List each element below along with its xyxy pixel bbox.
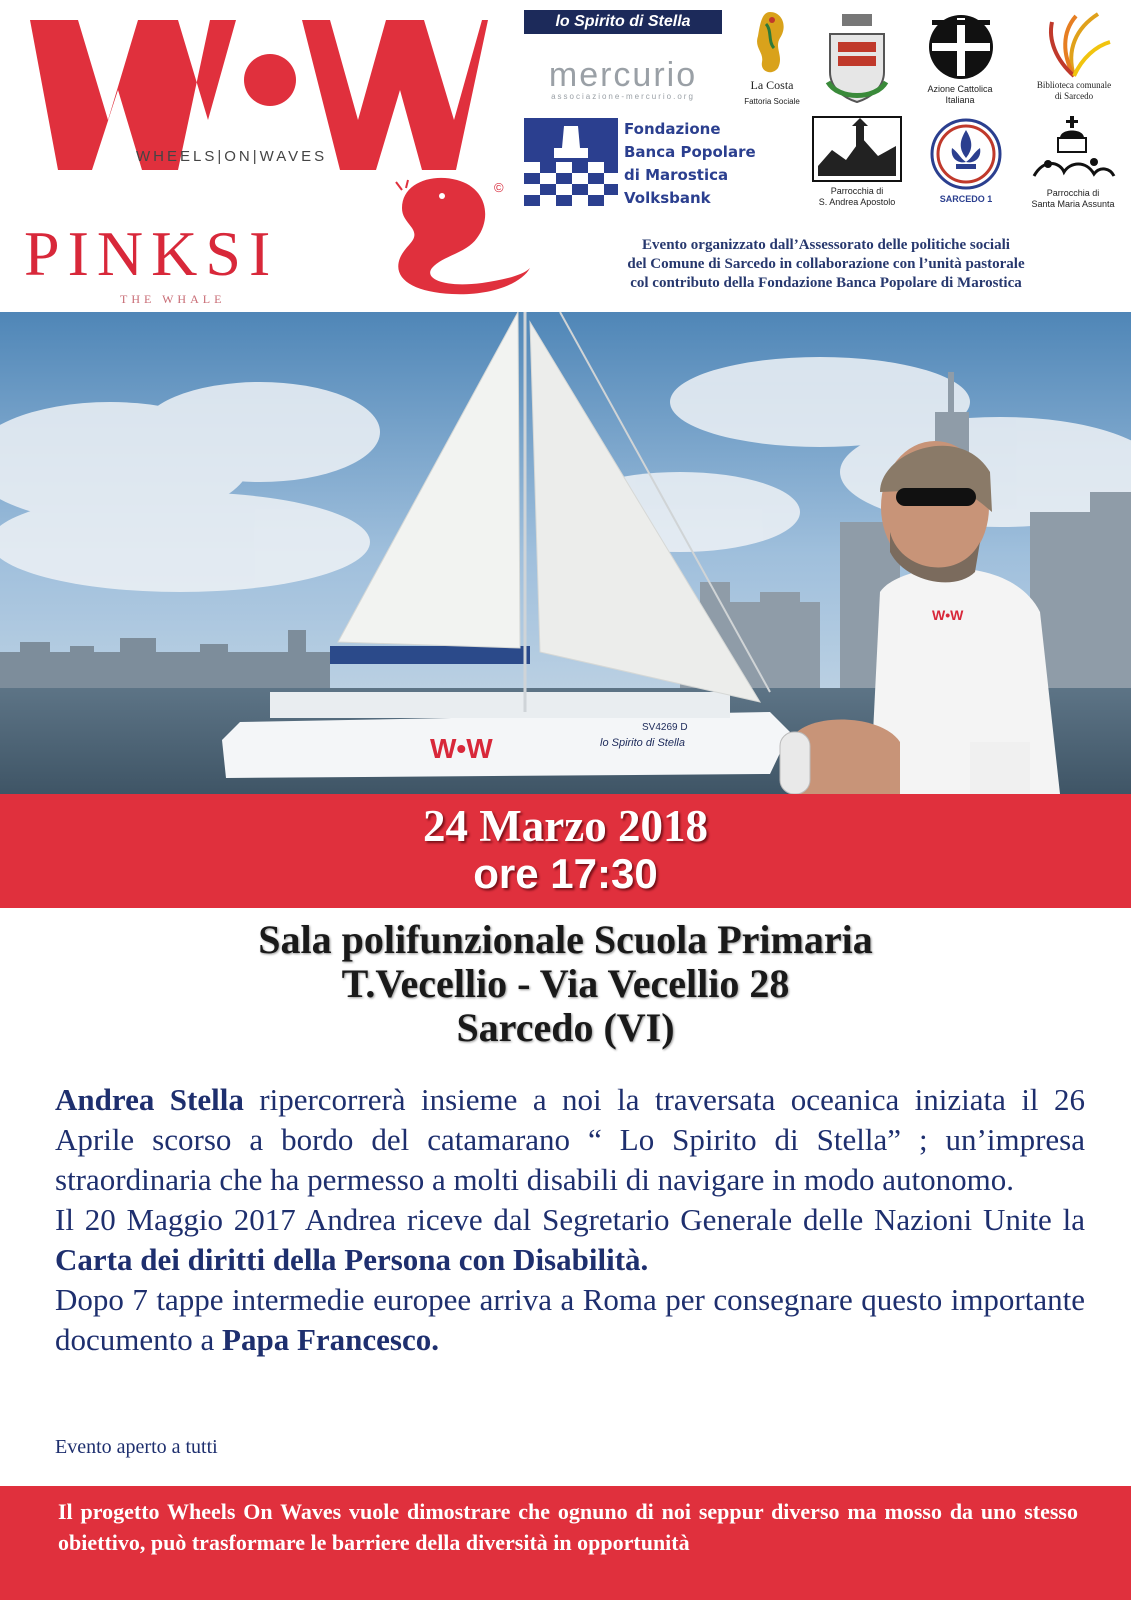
parrocchia-maria-icon: [1030, 114, 1116, 186]
paragraph-2-text: Il 20 Maggio 2017 Andrea riceve dal Segretario Generale delle Nazioni Unite la: [55, 1202, 1085, 1237]
venue-line-2: T.Vecellio - Via Vecellio 28: [341, 961, 790, 1006]
paragraph-1-text: ripercorrerà insieme a noi la traversata oceanica iniziata il 26 Aprile scorso a bordo del catamarano “ Lo Spirito di Stella” ; un’impresa straordinaria che ha permesso a molti disabili di navigare in modo autonomo.: [55, 1082, 1085, 1197]
whale-icon: [372, 168, 532, 298]
papa-francesco: Papa Francesco.: [222, 1322, 439, 1357]
paragraph-3: [55, 1280, 1085, 1360]
la-costa-logo-icon: [748, 8, 794, 78]
pinksi-title: PINKSI: [24, 218, 279, 289]
organizer-note: Evento organizzato dall’Assessorato delle politiche sociali del Comune di Sarcedo in collaborazione con l’unità pastorale col contributo della Fondazione Banca Popolare di Marostica: [627, 237, 1025, 291]
paragraph-2: [55, 1200, 1085, 1280]
parrocchia-andrea-label: Parrocchia di S. Andrea Apostolo: [818, 186, 896, 207]
azione-cattolica-label: Azione Cattolica Italiana: [927, 84, 993, 105]
parrocchia-andrea-icon: [812, 116, 902, 182]
fondazione-logo: [524, 118, 799, 208]
event-time: ore 17:30: [473, 850, 658, 897]
venue-line-3: Sarcedo (VI): [456, 1005, 675, 1050]
paragraph-3-text: Dopo 7 tappe intermedie europee arriva a Roma per consegnare questo importante documento a: [55, 1282, 1085, 1357]
paragraph-1: [55, 1080, 1085, 1200]
hull-wow-logo: W•W: [430, 733, 493, 764]
open-event-note: Evento aperto a tutti: [55, 1436, 218, 1458]
agesci-label: SARCEDO 1: [939, 194, 993, 204]
azione-cattolica-icon: [924, 12, 998, 82]
event-date: 24 Marzo 2018: [423, 801, 708, 851]
mercurio-label: mercurio: [548, 56, 698, 94]
biblioteca-logo-icon: [1036, 10, 1112, 80]
la-costa-label: La Costa: [750, 78, 794, 92]
agesci-scout-icon: [930, 118, 1002, 190]
venue: [0, 918, 1131, 1050]
spirito-di-stella-logo: lo Spirito di Stella: [524, 10, 722, 34]
biblioteca-label: Biblioteca comunale di Sarcedo: [1036, 80, 1112, 101]
pinksi-subtitle: THE WHALE: [120, 292, 226, 306]
event-description: [55, 1080, 1085, 1360]
wow-tagline: WHEELS|ON|WAVES: [136, 148, 328, 165]
date-band: [0, 794, 1131, 908]
fondazione-checker-icon: [524, 118, 618, 206]
shirt-wow-logo: W•W: [932, 607, 964, 623]
footer-band: [0, 1486, 1131, 1600]
fondazione-label: Fondazione Banca Popolare di Marostica Volksbank: [624, 120, 756, 207]
header: [0, 0, 1131, 312]
la-costa-sub: Fattoria Sociale: [744, 97, 800, 106]
carta-diritti: Carta dei diritti della Persona con Disabilità.: [55, 1242, 649, 1277]
copyright-mark: ©: [494, 180, 504, 195]
comune-sarcedo-crest-icon: [824, 12, 890, 106]
hull-name: lo Spirito di Stella: [600, 737, 685, 749]
mercurio-logo: [524, 58, 722, 106]
catamaran-photo: [0, 312, 1131, 794]
parrocchia-maria-label: Parrocchia di Santa Maria Assunta: [1031, 188, 1115, 209]
mercurio-url: associazione-mercurio.org: [551, 92, 695, 101]
footer-message: Il progetto Wheels On Waves vuole dimostrare che ognuno di noi seppur diverso ma mosso da uno stesso obiettivo, può trasformare le barriere della diversità in opportunità: [58, 1499, 1078, 1555]
venue-line-1: Sala polifunzionale Scuola Primaria: [258, 917, 873, 962]
hull-registration: SV4269 D: [642, 722, 688, 733]
speaker-name: Andrea Stella: [55, 1082, 244, 1117]
